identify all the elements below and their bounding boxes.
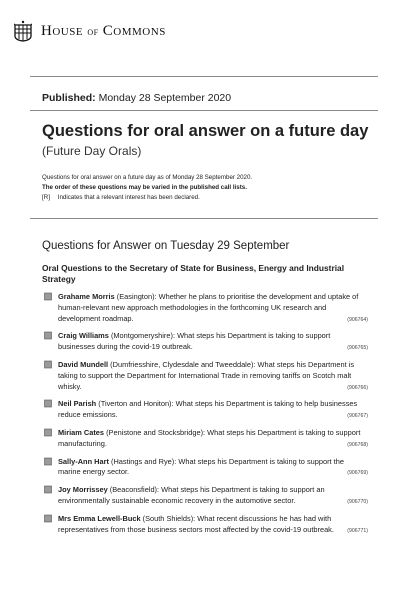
bullet-icon	[44, 360, 54, 370]
member-name: Joy Morrissey	[58, 485, 108, 495]
divider	[30, 76, 378, 77]
bullet-icon	[44, 428, 54, 438]
member-name: Craig Williams	[58, 331, 109, 341]
published-line	[42, 92, 231, 104]
question-item	[42, 399, 368, 422]
section-heading: Questions for Answer on Tuesday 29 September	[42, 240, 290, 252]
question-item	[42, 457, 368, 480]
intro-line-2: The order of these questions may be varied in the published call lists.	[42, 184, 247, 191]
question-item	[42, 428, 368, 451]
interest-note-text: Indicates that a relevant interest has been declared.	[57, 194, 200, 201]
bullet-icon	[44, 485, 54, 495]
question-list	[42, 292, 368, 542]
bullet-icon	[44, 457, 54, 467]
bullet-icon	[44, 399, 54, 409]
member-name: Mrs Emma Lewell-Buck	[58, 513, 141, 523]
question-number: (906765)	[347, 345, 368, 352]
question-text: What steps his Department is taking to support the Department for International Trade in removing tariffs on Scotch malt whisky.	[58, 359, 355, 391]
bullet-icon	[44, 331, 54, 341]
question-text: Whether he plans to prioritise the development and uptake of human-relevant new approach methodologies in the forthcoming UK research and development roadmap.	[58, 292, 359, 323]
question-number: (906767)	[347, 413, 368, 420]
divider	[30, 218, 378, 219]
constituency: (Beaconsfield):	[109, 485, 160, 495]
published-label: Published:	[42, 92, 96, 104]
question-text: What recent discussions he has had with representatives from those business sectors most affected by the covid-19 outbreak.	[58, 513, 334, 534]
question-number: (906771)	[347, 527, 368, 534]
house-of: of	[87, 25, 99, 38]
portcullis-logo-icon	[14, 20, 32, 42]
question-number: (906770)	[347, 498, 368, 505]
question-text: What steps his Department is taking to support businesses during the covid-19 outbreak.	[58, 331, 331, 352]
bullet-icon	[44, 292, 54, 302]
page-header	[14, 20, 166, 42]
question-number: (906764)	[347, 316, 368, 323]
constituency: (Tiverton and Honiton):	[98, 399, 174, 409]
question-text: What steps his Department is taking to help businesses reduce emissions.	[58, 399, 358, 420]
constituency: (South Shields):	[142, 513, 196, 523]
constituency: (Penistone and Stocksbridge):	[106, 427, 206, 437]
question-number: (906768)	[347, 441, 368, 448]
question-text: What steps his Department is taking to support the marine energy sector.	[58, 456, 344, 477]
page-subtitle: (Future Day Orals)	[42, 144, 142, 158]
question-item	[42, 292, 368, 325]
question-number: (906769)	[347, 470, 368, 477]
intro-line-1: Questions for oral answer on a future day as of Monday 28 September 2020.	[42, 174, 253, 181]
constituency: (Dumfriesshire, Clydesdale and Tweeddale):	[110, 359, 256, 369]
member-name: Sally-Ann Hart	[58, 456, 109, 466]
member-name: Grahame Morris	[58, 292, 115, 301]
divider	[30, 110, 378, 111]
question-item	[42, 360, 368, 393]
question-text: What steps his Department is taking to support manufacturing.	[58, 427, 361, 448]
question-item	[42, 331, 368, 354]
bullet-icon	[44, 514, 54, 524]
interest-marker: [R]	[42, 194, 50, 201]
intro-notes	[42, 173, 372, 203]
page-title: Questions for oral answer on a future day	[42, 122, 369, 140]
question-text: What steps his Department is taking to support an environmentally sustainable economic recovery in the automotive sector.	[58, 485, 325, 505]
question-item	[42, 514, 368, 537]
interest-note	[42, 193, 372, 203]
constituency: (Hastings and Rye):	[111, 456, 177, 466]
house-prefix: House	[41, 22, 88, 39]
constituency: (Montgomeryshire):	[110, 331, 176, 341]
member-name: Neil Parish	[58, 399, 97, 409]
house-suffix: Commons	[98, 22, 166, 39]
question-item	[42, 485, 368, 508]
member-name: Miriam Cates	[58, 427, 105, 437]
ministry-heading: Oral Questions to the Secretary of State for Business, Energy and Industrial Strategy	[42, 263, 345, 284]
member-name: David Mundell	[58, 359, 109, 369]
question-number: (906766)	[347, 384, 368, 391]
published-date: Monday 28 September 2020	[98, 92, 232, 104]
constituency: (Easington):	[116, 292, 157, 301]
house-of-commons-wordmark	[41, 23, 166, 40]
